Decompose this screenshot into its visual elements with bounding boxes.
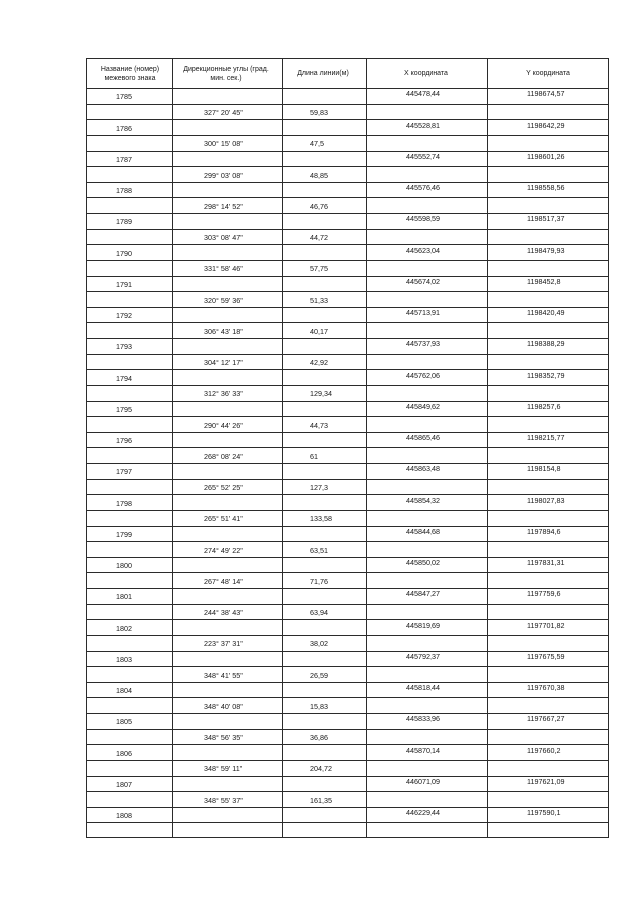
direction-angle: 331° 58' 46"	[204, 264, 243, 274]
y-coordinate: 1198154,8	[527, 464, 561, 474]
y-coordinate: 1197759,6	[527, 589, 561, 599]
row-rule	[86, 541, 609, 542]
header-x: X координата	[404, 70, 448, 77]
row-rule	[86, 697, 609, 698]
x-coordinate: 445865,46	[406, 433, 440, 443]
direction-angle: 303° 08' 47"	[204, 233, 243, 243]
row-rule	[86, 479, 609, 480]
line-length: 42,92	[310, 358, 328, 368]
direction-angle: 290° 44' 26"	[204, 420, 243, 430]
x-coordinate: 445528,81	[406, 120, 440, 130]
x-coordinate: 445863,48	[406, 464, 440, 474]
line-length: 38,02	[310, 639, 328, 649]
row-rule	[86, 635, 609, 636]
x-coordinate: 445576,46	[406, 183, 440, 193]
x-coordinate: 445818,44	[406, 683, 440, 693]
line-length: 204,72	[310, 764, 332, 774]
line-length: 26,59	[310, 670, 328, 680]
x-coordinate: 445849,62	[406, 401, 440, 411]
mark-name: 1802	[116, 623, 132, 633]
row-rule	[86, 822, 609, 823]
y-coordinate: 1198027,83	[527, 495, 565, 505]
row-rule	[86, 291, 609, 292]
line-length: 36,86	[310, 733, 328, 743]
line-length: 44,72	[310, 233, 328, 243]
line-length: 133,58	[310, 514, 332, 524]
mark-name: 1788	[116, 186, 132, 196]
direction-angle: 265° 51' 41"	[204, 514, 243, 524]
x-coordinate: 445623,04	[406, 245, 440, 255]
line-length: 63,94	[310, 608, 328, 618]
line-length: 63,51	[310, 545, 328, 555]
y-coordinate: 1197894,6	[527, 526, 561, 536]
x-coordinate: 445737,93	[406, 339, 440, 349]
row-rule	[86, 104, 609, 105]
line-length: 47,5	[310, 139, 324, 149]
x-coordinate: 445844,68	[406, 526, 440, 536]
line-length: 71,76	[310, 576, 328, 586]
row-rule	[86, 385, 609, 386]
direction-angle: 268° 08' 24"	[204, 451, 243, 461]
direction-angle: 327° 20' 45"	[204, 108, 243, 118]
direction-angle: 265° 52' 25"	[204, 483, 243, 493]
row-rule	[86, 166, 609, 167]
direction-angle: 223° 37' 31"	[204, 639, 243, 649]
mark-name: 1792	[116, 311, 132, 321]
y-coordinate: 1198388,29	[527, 339, 565, 349]
mark-name: 1805	[116, 717, 132, 727]
mark-name: 1803	[116, 654, 132, 664]
mark-name: 1794	[116, 373, 132, 383]
y-coordinate: 1198517,37	[527, 214, 565, 224]
row-rule	[86, 229, 609, 230]
y-coordinate: 1197701,82	[527, 620, 565, 630]
row-rule	[86, 260, 609, 261]
y-coordinate: 1197590,1	[527, 808, 561, 818]
x-coordinate: 445854,32	[406, 495, 440, 505]
direction-angle: 244° 38' 43"	[204, 608, 243, 618]
line-length: 161,35	[310, 795, 332, 805]
line-length: 59,83	[310, 108, 328, 118]
mark-name: 1786	[116, 123, 132, 133]
x-coordinate: 445598,59	[406, 214, 440, 224]
y-coordinate: 1198215,77	[527, 433, 565, 443]
y-coordinate: 1197660,2	[527, 745, 561, 755]
row-rule	[86, 447, 609, 448]
x-coordinate: 445713,91	[406, 308, 440, 318]
direction-angle: 348° 59' 11"	[204, 764, 243, 774]
mark-name: 1795	[116, 404, 132, 414]
mark-name: 1799	[116, 529, 132, 539]
y-coordinate: 1197670,38	[527, 683, 565, 693]
table-top-rule	[86, 58, 609, 59]
mark-name: 1790	[116, 248, 132, 258]
line-length: 61	[310, 451, 318, 461]
direction-angle: 320° 59' 36"	[204, 295, 243, 305]
x-coordinate: 445819,69	[406, 620, 440, 630]
direction-angle: 306° 43' 18"	[204, 326, 243, 336]
mark-name: 1791	[116, 279, 132, 289]
row-rule	[86, 666, 609, 667]
boundary-marks-table	[86, 58, 609, 838]
row-rule	[86, 572, 609, 573]
x-coordinate: 445847,27	[406, 589, 440, 599]
header-length: Длина линии(м)	[297, 70, 349, 77]
y-coordinate: 1198257,6	[527, 401, 561, 411]
mark-name: 1806	[116, 748, 132, 758]
direction-angle: 348° 41' 55"	[204, 670, 243, 680]
y-coordinate: 1197675,59	[527, 651, 565, 661]
y-coordinate: 1198352,79	[527, 370, 565, 380]
direction-angle: 274° 49' 22"	[204, 545, 243, 555]
y-coordinate: 1198479,93	[527, 245, 565, 255]
line-length: 129,34	[310, 389, 332, 399]
x-coordinate: 445762,06	[406, 370, 440, 380]
mark-name: 1808	[116, 811, 132, 821]
x-coordinate: 445552,74	[406, 151, 440, 161]
line-length: 15,83	[310, 701, 328, 711]
mark-name: 1801	[116, 592, 132, 602]
direction-angle: 312° 36' 33"	[204, 389, 243, 399]
y-coordinate: 1198558,56	[527, 183, 565, 193]
mark-name: 1789	[116, 217, 132, 227]
y-coordinate: 1197831,31	[527, 558, 565, 568]
direction-angle: 298° 14' 52"	[204, 201, 243, 211]
x-coordinate: 445674,02	[406, 276, 440, 286]
header-angle: Дирекционные углы (град. мин. сек.)	[183, 66, 269, 82]
x-coordinate: 445850,02	[406, 558, 440, 568]
line-length: 44,73	[310, 420, 328, 430]
y-coordinate: 1198674,57	[527, 89, 565, 99]
y-coordinate: 1197621,09	[527, 776, 565, 786]
line-length: 57,75	[310, 264, 328, 274]
header-name: Название (номер) межевого знака	[100, 66, 160, 82]
direction-angle: 300° 15' 08"	[204, 139, 243, 149]
x-coordinate: 446071,09	[406, 776, 440, 786]
x-coordinate: 445792,37	[406, 651, 440, 661]
direction-angle: 304° 12' 17"	[204, 358, 243, 368]
row-rule	[86, 791, 609, 792]
y-coordinate: 1198452,8	[527, 276, 561, 286]
mark-name: 1793	[116, 342, 132, 352]
row-rule	[86, 510, 609, 511]
mark-name: 1800	[116, 561, 132, 571]
table-bottom-rule	[86, 837, 609, 838]
direction-angle: 348° 55' 37"	[204, 795, 243, 805]
x-coordinate: 445833,96	[406, 714, 440, 724]
y-coordinate: 1198420,49	[527, 308, 565, 318]
mark-name: 1807	[116, 779, 132, 789]
line-length: 46,76	[310, 201, 328, 211]
row-rule	[86, 135, 609, 136]
row-rule	[86, 322, 609, 323]
direction-angle: 348° 56' 35"	[204, 733, 243, 743]
mark-name: 1798	[116, 498, 132, 508]
x-coordinate: 445478,44	[406, 89, 440, 99]
y-coordinate: 1198601,26	[527, 151, 565, 161]
y-coordinate: 1198642,29	[527, 120, 565, 130]
line-length: 127,3	[310, 483, 328, 493]
row-rule	[86, 604, 609, 605]
line-length: 51,33	[310, 295, 328, 305]
row-rule	[86, 416, 609, 417]
mark-name: 1787	[116, 154, 132, 164]
mark-name: 1804	[116, 686, 132, 696]
row-rule	[86, 354, 609, 355]
y-coordinate: 1197667,27	[527, 714, 565, 724]
mark-name: 1797	[116, 467, 132, 477]
header-y: Y координата	[526, 70, 570, 77]
x-coordinate: 445870,14	[406, 745, 440, 755]
direction-angle: 348° 40' 08"	[204, 701, 243, 711]
x-coordinate: 446229,44	[406, 808, 440, 818]
row-rule	[86, 197, 609, 198]
mark-name: 1796	[116, 436, 132, 446]
row-rule	[86, 760, 609, 761]
direction-angle: 299° 03' 08"	[204, 170, 243, 180]
row-rule	[86, 729, 609, 730]
line-length: 48,85	[310, 170, 328, 180]
line-length: 40,17	[310, 326, 328, 336]
mark-name: 1785	[116, 92, 132, 102]
direction-angle: 267° 48' 14"	[204, 576, 243, 586]
